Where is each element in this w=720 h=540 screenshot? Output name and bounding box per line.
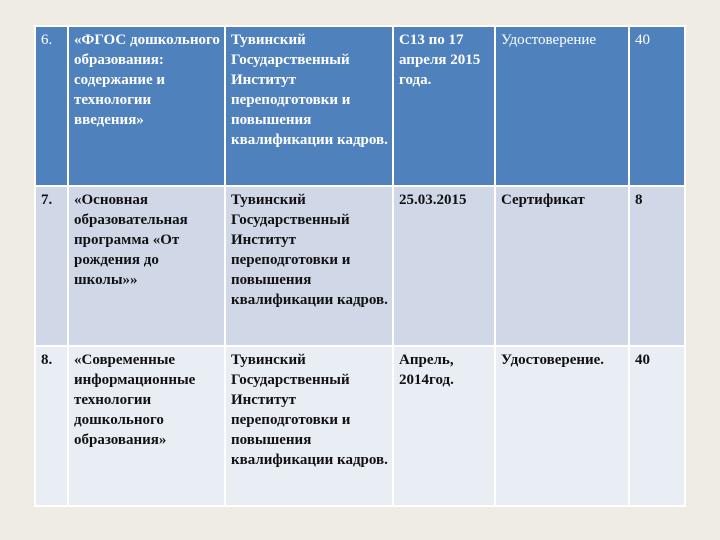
course-hours: 8 <box>629 186 685 346</box>
course-date: Апрель, 2014год. <box>393 346 495 506</box>
course-title: «ФГОС дошкольного образования: содержание и технологии введения» <box>68 26 225 186</box>
course-hours: 40 <box>629 26 685 186</box>
training-table <box>34 25 686 507</box>
table-row <box>35 26 685 186</box>
row-number: 6. <box>35 26 68 186</box>
training-table-container <box>34 25 684 506</box>
course-hours: 40 <box>629 346 685 506</box>
institution-name: Тувинский Государственный Институт переподготовки и повышения квалификации кадров. <box>225 26 393 186</box>
course-date: 25.03.2015 <box>393 186 495 346</box>
course-title: «Современные информационные технологии дошкольного образования» <box>68 346 225 506</box>
document-type: Удостоверение <box>495 26 629 186</box>
institution-name: Тувинский Государственный Институт переподготовки и повышения квалификации кадров. <box>225 346 393 506</box>
document-type: Сертификат <box>495 186 629 346</box>
table-row <box>35 186 685 346</box>
row-number: 7. <box>35 186 68 346</box>
course-date: С13 по 17 апреля 2015 года. <box>393 26 495 186</box>
row-number: 8. <box>35 346 68 506</box>
table-row <box>35 346 685 506</box>
document-type: Удостоверение. <box>495 346 629 506</box>
institution-name: Тувинский Государственный Институт переподготовки и повышения квалификации кадров. <box>225 186 393 346</box>
course-title: «Основная образовательная программа «От рождения до школы»» <box>68 186 225 346</box>
